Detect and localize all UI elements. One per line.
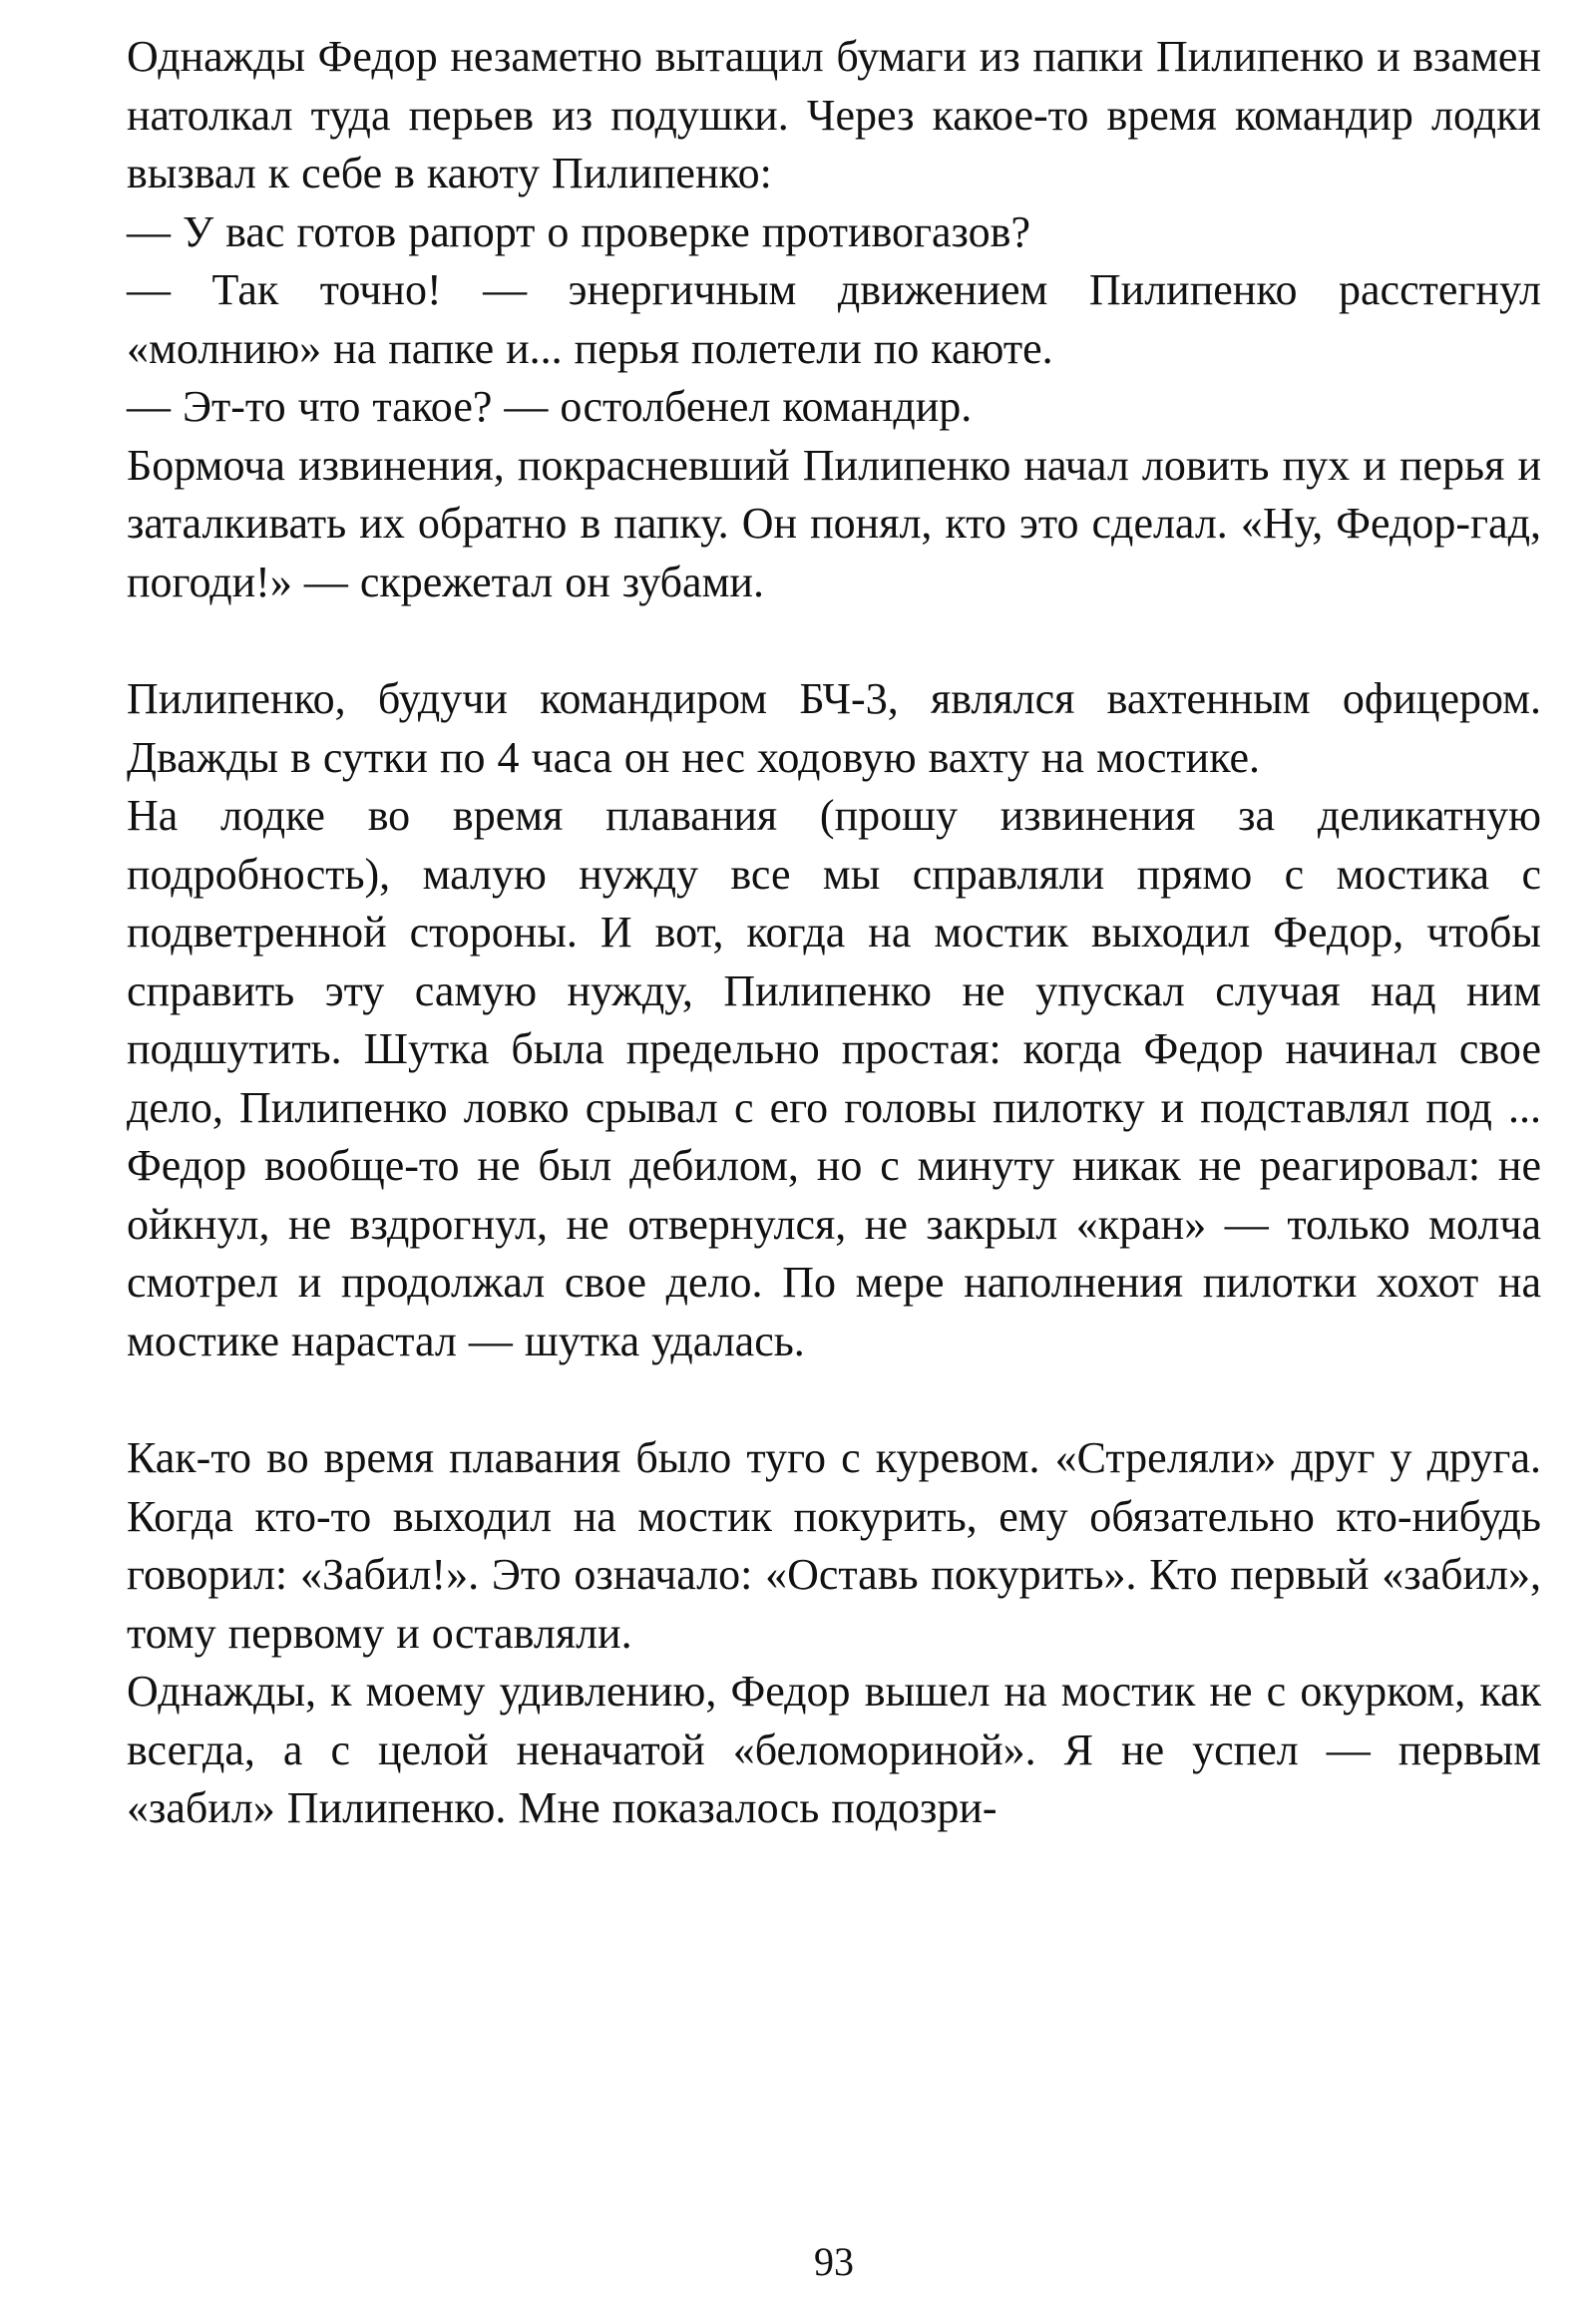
book-page <box>127 28 1541 2284</box>
section-gap <box>127 1370 1541 1429</box>
paragraph: Однажды, к моему удивлению, Федор вышел на мостик не с окурком, как всегда, а с целой неначатой «беломориной». Я не успел — первым «забил» Пилипенко. Мне показалось подозри- <box>127 1667 1541 1832</box>
dialogue-line: — Эт-то что такое? — остолбенел командир. <box>127 382 973 431</box>
page-number: 93 <box>814 2239 854 2284</box>
paragraph: Как-то во время плавания было туго с куревом. «Стреляли» друг у друга. Когда кто-то выходил на мостик покурить, ему обязательно кто-нибудь говорил: «Забил!». Это означало: «Оставь покурить». Кто первый «забил», тому первому и оставляли. <box>127 1433 1541 1658</box>
paragraph: Бормоча извинения, покрасневший Пилипенко начал ловить пух и перья и заталкивать их обратно в папку. Он понял, кто это сделал. «Ну, Федор-гад, погоди!» — скрежетал он зубами. <box>127 440 1541 606</box>
section-gap <box>127 611 1541 670</box>
dialogue-line: — Так точно! — энергичным движением Пилипенко расстегнул «молнию» на папке и... перья полетели по каюте. <box>127 265 1541 373</box>
paragraph: Пилипенко, будучи командиром БЧ-3, являлся вахтенным офицером. Дважды в сутки по 4 часа он нес ходовую вахту на мостике. <box>127 674 1541 782</box>
paragraph: На лодке во время плавания (прошу извинения за деликатную подробность), малую нужду все мы справляли прямо с мостика с подветренной стороны. И вот, когда на мостик выходил Федор, чтобы справить эту самую нужду, Пилипенко не упускал случая над ним подшутить. Шутка была предельно простая: когда Федор начинал свое дело, Пилипенко ловко срывал с его головы пилотку и подставлял под ... Федор вообще-то не был дебилом, но с минуту никак не реагировал: не ойкнул, не вздрогнул, не отвернулся, не закрыл «кран» — только молча смотрел и продолжал свое дело. По мере наполнения пилотки хохот на мостике нарастал — шутка удалась. <box>127 791 1541 1365</box>
dialogue-line: — У вас готов рапорт о проверке противогазов? <box>127 206 1030 256</box>
paragraph: Однажды Федор незаметно вытащил бумаги из папки Пилипенко и взамен натолкал туда перьев из подушки. Через какое-то время командир лодки вызвал к себе в каюту Пилипенко: <box>127 32 1541 197</box>
